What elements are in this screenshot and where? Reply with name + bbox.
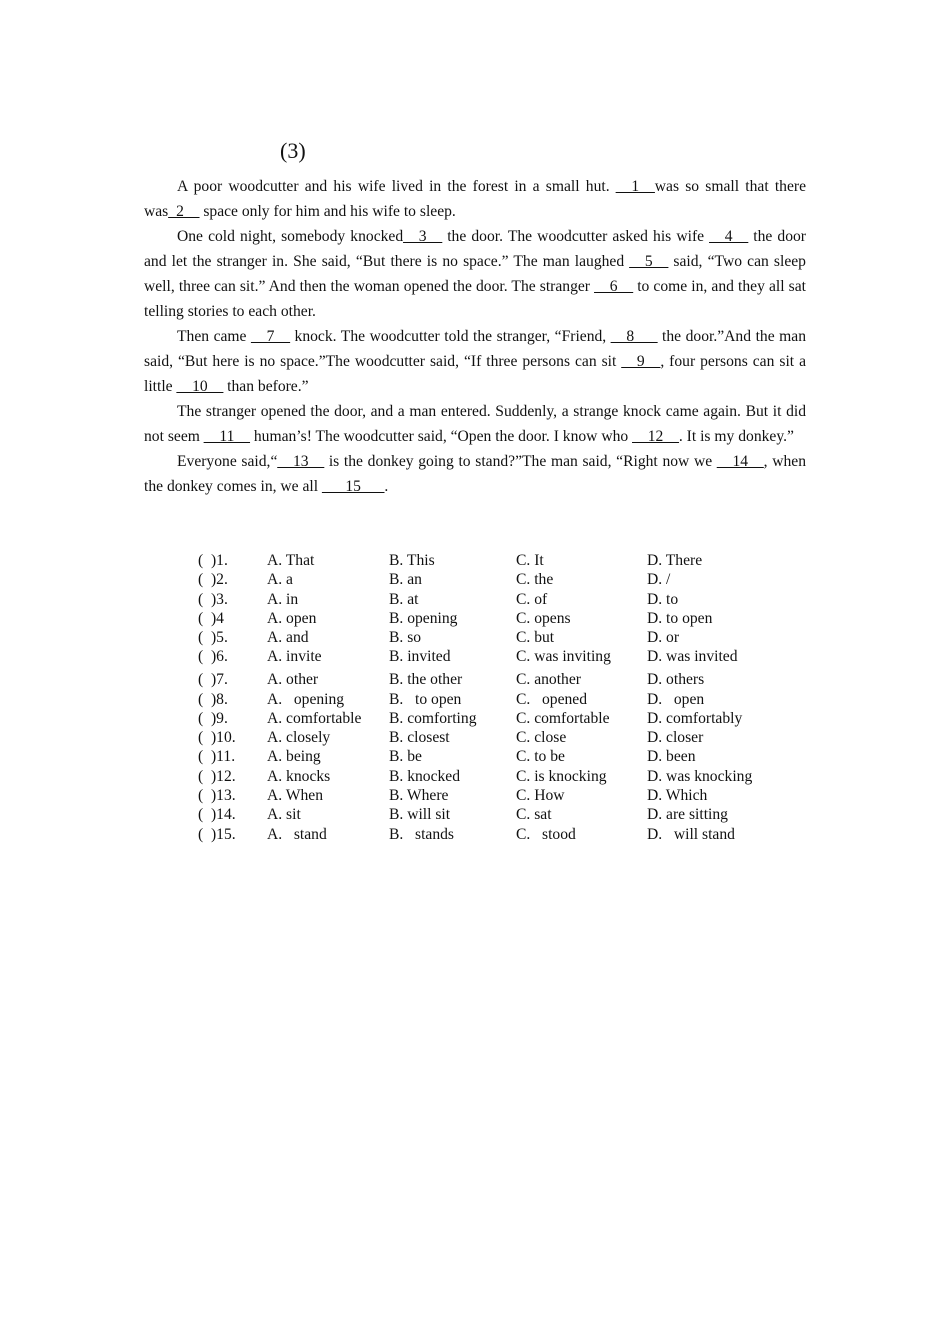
question-row xyxy=(198,570,797,589)
question-row xyxy=(198,747,797,766)
answer-blank: __10__ xyxy=(176,378,224,395)
option-b: B. knocked xyxy=(389,767,461,785)
option-a: A. invite xyxy=(267,648,322,666)
question-number: ( )12. xyxy=(198,767,236,785)
option-b: B. invited xyxy=(389,648,451,666)
question-row xyxy=(198,786,797,805)
option-b: B. This xyxy=(389,552,435,569)
question-number: ( )2. xyxy=(198,571,228,589)
question-row xyxy=(198,628,797,647)
option-c: C. is knocking xyxy=(516,767,607,785)
question-number: ( )11. xyxy=(198,748,236,766)
passage-paragraph xyxy=(144,324,806,399)
answer-blank: ___15___ xyxy=(321,478,385,495)
passage-paragraph xyxy=(144,224,806,324)
option-c: C. opens xyxy=(516,609,571,627)
passage-text: space only for him and his wife to sleep. xyxy=(199,203,456,220)
options-table xyxy=(198,551,797,844)
option-d: D. to xyxy=(647,590,679,608)
question-row xyxy=(198,609,797,628)
question-row xyxy=(198,551,797,570)
option-b: B. at xyxy=(389,590,419,608)
option-c: C. How xyxy=(516,787,565,805)
option-c: C. the xyxy=(516,571,554,589)
option-b: B. opening xyxy=(389,609,458,627)
option-a: A. knocks xyxy=(267,767,331,785)
passage-text: One cold night, somebody knocked xyxy=(177,228,404,245)
option-a: A. stand xyxy=(267,825,327,843)
answer-blank: __7__ xyxy=(251,328,290,345)
option-d: D. been xyxy=(647,748,696,766)
passage-text: , four persons can sit a little xyxy=(144,353,807,395)
option-d: D. There xyxy=(647,552,703,569)
question-number: ( )10. xyxy=(198,729,236,747)
question-number: ( )6. xyxy=(198,648,228,666)
passage-text: said, “Two can sleep well, three can sit.” And then the woman opened the door. The stranger xyxy=(144,253,806,295)
answer-blank: __6__ xyxy=(594,278,634,295)
question-row xyxy=(198,825,797,844)
option-a: A. a xyxy=(267,571,293,589)
passage-text: to come in, and they all sat telling stories to each other. xyxy=(144,278,806,320)
passage-text: is the donkey going to stand?”The man said, “Right now we xyxy=(324,453,717,470)
option-a: A. opening xyxy=(267,690,345,708)
passage-text: than before.” xyxy=(223,378,309,395)
option-d: D. open xyxy=(647,690,705,708)
question-row xyxy=(198,590,797,609)
passage-text: The stranger opened the door, and a man entered. Suddenly, a strange knock came again. But it did not seem xyxy=(144,403,806,445)
option-c: C. opened xyxy=(516,690,588,708)
option-a: A. in xyxy=(267,590,299,608)
option-d: D. closer xyxy=(647,729,704,747)
option-c: C. stood xyxy=(516,825,576,843)
answer-blank: __9__ xyxy=(621,353,661,370)
option-d: D. was knocking xyxy=(647,767,753,785)
option-b: B. an xyxy=(389,571,422,589)
answer-blank: __5__ xyxy=(629,253,669,270)
question-number: ( )9. xyxy=(198,709,228,727)
option-c: C. was inviting xyxy=(516,648,611,666)
option-d: D. was invited xyxy=(647,648,738,666)
option-d: D. / xyxy=(647,571,671,589)
passage-text: . xyxy=(384,478,389,495)
section-title: (3) xyxy=(280,138,306,163)
option-a: A. comfortable xyxy=(267,709,362,727)
option-c: C. to be xyxy=(516,748,565,766)
answer-blank: _2__ xyxy=(168,203,200,220)
question-row xyxy=(198,647,797,666)
option-a: A. When xyxy=(267,787,324,805)
question-row xyxy=(198,767,797,786)
option-a: A. closely xyxy=(267,729,331,747)
option-d: D. Which xyxy=(647,787,708,805)
option-c: C. It xyxy=(516,552,544,569)
option-b: B. to open xyxy=(389,690,462,708)
option-d: D. will stand xyxy=(647,825,735,843)
passage-text: human’s! The woodcutter said, “Open the door. I know who xyxy=(249,428,633,445)
question-number: ( )7. xyxy=(198,671,228,689)
option-d: D. are sitting xyxy=(647,806,728,824)
question-number: ( )4 xyxy=(198,609,224,627)
answer-blank: __1__ xyxy=(615,178,655,195)
option-b: B. will sit xyxy=(389,806,451,824)
passage-paragraph xyxy=(144,399,806,449)
question-row xyxy=(198,805,797,824)
option-b: B. the other xyxy=(389,671,463,689)
option-b: B. Where xyxy=(389,787,449,805)
passage-paragraph xyxy=(144,449,806,499)
answer-blank: __12__ xyxy=(632,428,679,445)
passage-text: Then came xyxy=(177,328,252,345)
passage-text: knock. The woodcutter told the stranger, “Friend, xyxy=(290,328,611,345)
cloze-passage xyxy=(144,174,806,499)
passage-text: A poor woodcutter and his wife lived in the forest in a small hut. xyxy=(177,178,616,195)
option-a: A. open xyxy=(267,609,317,627)
passage-text: the door. The woodcutter asked his wife xyxy=(442,228,710,245)
question-number: ( )5. xyxy=(198,629,228,647)
option-c: C. close xyxy=(516,729,567,747)
question-number: ( )13. xyxy=(198,787,236,805)
question-row xyxy=(198,670,797,689)
answer-blank: __14__ xyxy=(716,453,764,470)
option-a: A. and xyxy=(267,629,309,647)
answer-blank: __11__ xyxy=(203,428,250,445)
option-c: C. but xyxy=(516,629,555,647)
passage-text: , when the donkey comes in, we all xyxy=(144,453,806,495)
question-row xyxy=(198,709,797,728)
option-c: C. another xyxy=(516,671,581,689)
answer-blank: __3__ xyxy=(403,228,443,245)
question-row xyxy=(198,690,797,709)
answer-blank: __8___ xyxy=(610,328,658,345)
option-d: D. to open xyxy=(647,609,713,627)
option-a: A. other xyxy=(267,671,319,689)
option-c: C. comfortable xyxy=(516,709,610,727)
option-a: A. That xyxy=(267,552,315,569)
answer-blank: __13__ xyxy=(277,453,325,470)
question-number: ( )1. xyxy=(198,552,228,569)
passage-text: . It is my donkey.” xyxy=(678,428,794,445)
option-b: B. closest xyxy=(389,729,450,747)
question-number: ( )15. xyxy=(198,825,236,843)
option-c: C. of xyxy=(516,590,548,608)
option-b: B. comforting xyxy=(389,709,477,727)
option-a: A. being xyxy=(267,748,321,766)
question-number: ( )14. xyxy=(198,806,236,824)
question-number: ( )8. xyxy=(198,690,228,708)
question-number: ( )3. xyxy=(198,590,228,608)
passage-paragraph xyxy=(144,174,806,224)
option-d: D. others xyxy=(647,671,705,689)
option-a: A. sit xyxy=(267,806,301,824)
option-b: B. stands xyxy=(389,825,454,843)
option-b: B. so xyxy=(389,629,422,647)
option-b: B. be xyxy=(389,748,422,766)
passage-text: the door.”And the man said, “But here is no space.”The woodcutter said, “If three persons can sit xyxy=(144,328,806,370)
option-d: D. or xyxy=(647,629,680,647)
option-d: D. comfortably xyxy=(647,709,743,727)
option-c: C. sat xyxy=(516,806,552,824)
passage-text: the door and let the stranger in. She said, “But there is no space.” The man laughed xyxy=(144,228,807,270)
passage-text: was so small that there was xyxy=(144,178,807,220)
answer-blank: __4__ xyxy=(709,228,749,245)
passage-text: Everyone said,“ xyxy=(177,453,278,470)
question-row xyxy=(198,728,797,747)
